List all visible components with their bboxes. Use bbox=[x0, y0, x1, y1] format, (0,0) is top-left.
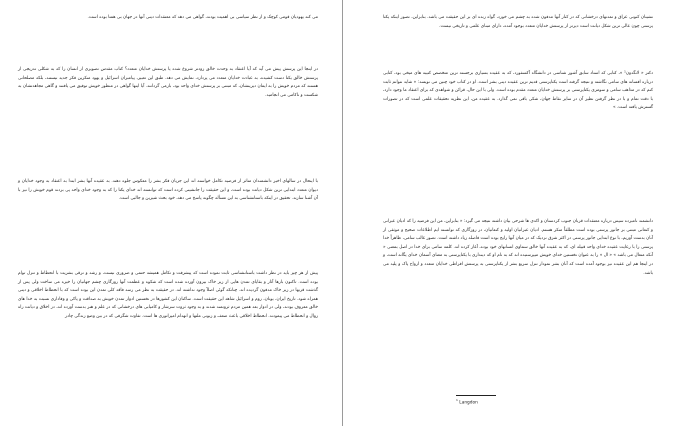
footnote-rule bbox=[456, 395, 496, 396]
right-page bbox=[343, 0, 685, 426]
footnote bbox=[456, 397, 478, 406]
paragraph: با اینحال در سالهای اخیر دانشمندان متاثر از فرضیه تکامل خواسته اند این جریان فکر بشر را معکوس جلوه دهند. به عقیده آنها بشر ابتدا به اعتقاد به وجود خدایان و دیوان متعدد ابتدایی ترین شکل دیانت بوده است، و این حقیقت را جانشینی کرده است که توانسته اند خدای یکتا را که به وجود خدای واحد پی بردند قوم خویش را نیز با آن آشنا سازند. تحقیق در اینکه باستانشناسی به این مسأله چگونه پاسخ می دهد، خود بحث شیرین و جالبی است. bbox=[18, 179, 318, 202]
paragraph: دکتر « لانگدون¹ »، کتابی که استاد سابق آشور شناسی در دانشگاه آکسفورد، که به عقیده بسیاری برجسته ترین متخصص کتیبه های میخی بود، کتابی درباره افسانه های سامی نگاشته و نتیجه گرفته است یکتاپرستی قدیم ترین عقیده دینی بشر است. او در کتاب خود چنین می نویسد: « شاید نتوانم ثابت کنم که در مذاهب سامی و سومری یکتاپرستی بر پرستش خدایان متعدد مقدم بوده است. ولی با این حال، قرائن و شواهدی که برای اعتقاد ما وجود دارد، با دقت تمام و با در نظر گرفتن نظیر آن در سایر نقاط جهان، شکی باقی نمی گذارد. به عقیده من، این نظریه تحقیقات علمی است که در تصورات گسترش یافته است. » bbox=[383, 71, 653, 111]
paragraph: نشینان کنونی عراق و تمدنهای درخشانی که در کنار آنها مدفون شده به چشم می خورد، گواه زنده ای بر این حقیقت می باشد. بنابراین، تصور اینکه یکتا پرستی چون عالی ترین شکل دیانت است دیرتر از پرستش خدایان متعدد بوجود آمده، دارای مبنای علمی و تاریخی نیست. bbox=[383, 15, 653, 29]
paragraph: در اینجا این پرسش پیش می آید که آیا اعتقاد به وحدت خالق زودتر شروع شده یا پرستش خدایان متعدد؟ کتاب مقدس تصویری از انسان را که به شکلی تدریجی از پرستش خالق یکتا دست کشیده، به عبادت خدایان متعدد می پردازد، نمایش می دهد. طبق این تعبیر، پیامبران اسرائیل و یهود منکرین فکر جدید نیستند، بلکه مصلحانی هستند که مردم خویش را به ایمان دیرینشان، که مبتنی بر پرستش خدای واحد بود، بازمی گردانند. آیا اینها گواهی در منظور خویش توفیق می یافتند و گاهی مجاهدتشان به شکست و ناکامی می انجامید. bbox=[18, 67, 318, 98]
footnote-text: Langdon bbox=[459, 400, 478, 406]
paragraph: پیش از هر چیز باید در نظر داشت باستانشناسی ثابت نموده است که پیشرفت و تکامل همیشه حتمی و ضروری نیست، و رشد و ترقی بشریت با انحطاط و تنزل توام بوده است. تاکنون بارها آثار و بقایای تمدن هایی از زیر خاک بیرون آورده شده است که شکوه و عظمت آنها روزگاری چشم جهانیان را خیره می ساخت ولی پس از گذشت قرنها در زیر خاک مدفون گردیده اند. چنانکه گوئی اصلاً وجود نداشته اند. در حقیقت به نظر می رسد فاقد کلی تمدن این بوده است که با انحطاط اخلاقی و دینی همراه شود. تاریخ ایران، یونان، روم و اسرائیل شاهد این حقیقت است. ساکنان این کشورها در نخستین ادوار تمدن خویش به صداقت و پاکی و وفاداری نسبت به خدا های خالق معروف بودند، ولی در ادوار بعد همین مردم ثروتمند شدند و به وجود ثروت سرشار و کامیابی های درخشانی که در علم و هنر بدست آورده اند، در اخلاق و دیانت راه زوال و انحطاط می پیمودند. انحطاط اخلاقی باعث ضعف و زبونی ملتها و انهدام امپراتوری ها است. تفاوت شگرفی که در بین وضع زندگی چادر bbox=[18, 271, 318, 319]
paragraph: دانشمند نامبرده سپس درباره معتقدات قربان جنوب کردستان و اکدی ها شرحی بیان داشته نتیجه می گیرد: « بنابراین، من این فرضیه را که ادیان عبرانی و کنعانی مبتنی بر جانور پرستی بوده است مطلقاً منکر هستم. ادیان عبرانیان اولیه و کنعانیان، در روزگاری که توانسته ایم اطلاعات صحیح و موثقی از آنان بدست آوریم، با نوع ابتدایی جانور پرستی در اکثر شرق نزدیک که در میان آنها رایج بوده است فاصله زیاد داشته است. تصور غالب سامی، ظاهراً خدا پرستی را با رعایت عقیده خدای واحد قبیله ای، که به عقیده آنها خالق سماوی انسانهای خود بوده، آغاز کرده اند. کلمه سامی برای خدا در اصل بمعنی « آنکه متعال می باشد » « ال » را به عنوان نخستین خدای خویش میپرستیده اند که به نام او که دینداری با یکتاپرستی به معنای آسمان خدای یگانه است، و در اینجا هم این عقیده نیز بوجود آمده است که آنان بشر نمودار تنزل سریع بشر از یکتاپرستی به پرستش افراطی خدایان متعدد و ارواح پاک و پلید می باشد. bbox=[383, 219, 653, 276]
left-page bbox=[0, 0, 342, 426]
footnote-marker: 1 bbox=[456, 398, 458, 402]
paragraph: می کند یهودیان قومی کوچک و از نظر سیاسی بی اهمیت بودند، گواهی می دهد که معتقدات دینی آنها در جهان بی همتا بوده است. bbox=[87, 15, 318, 20]
